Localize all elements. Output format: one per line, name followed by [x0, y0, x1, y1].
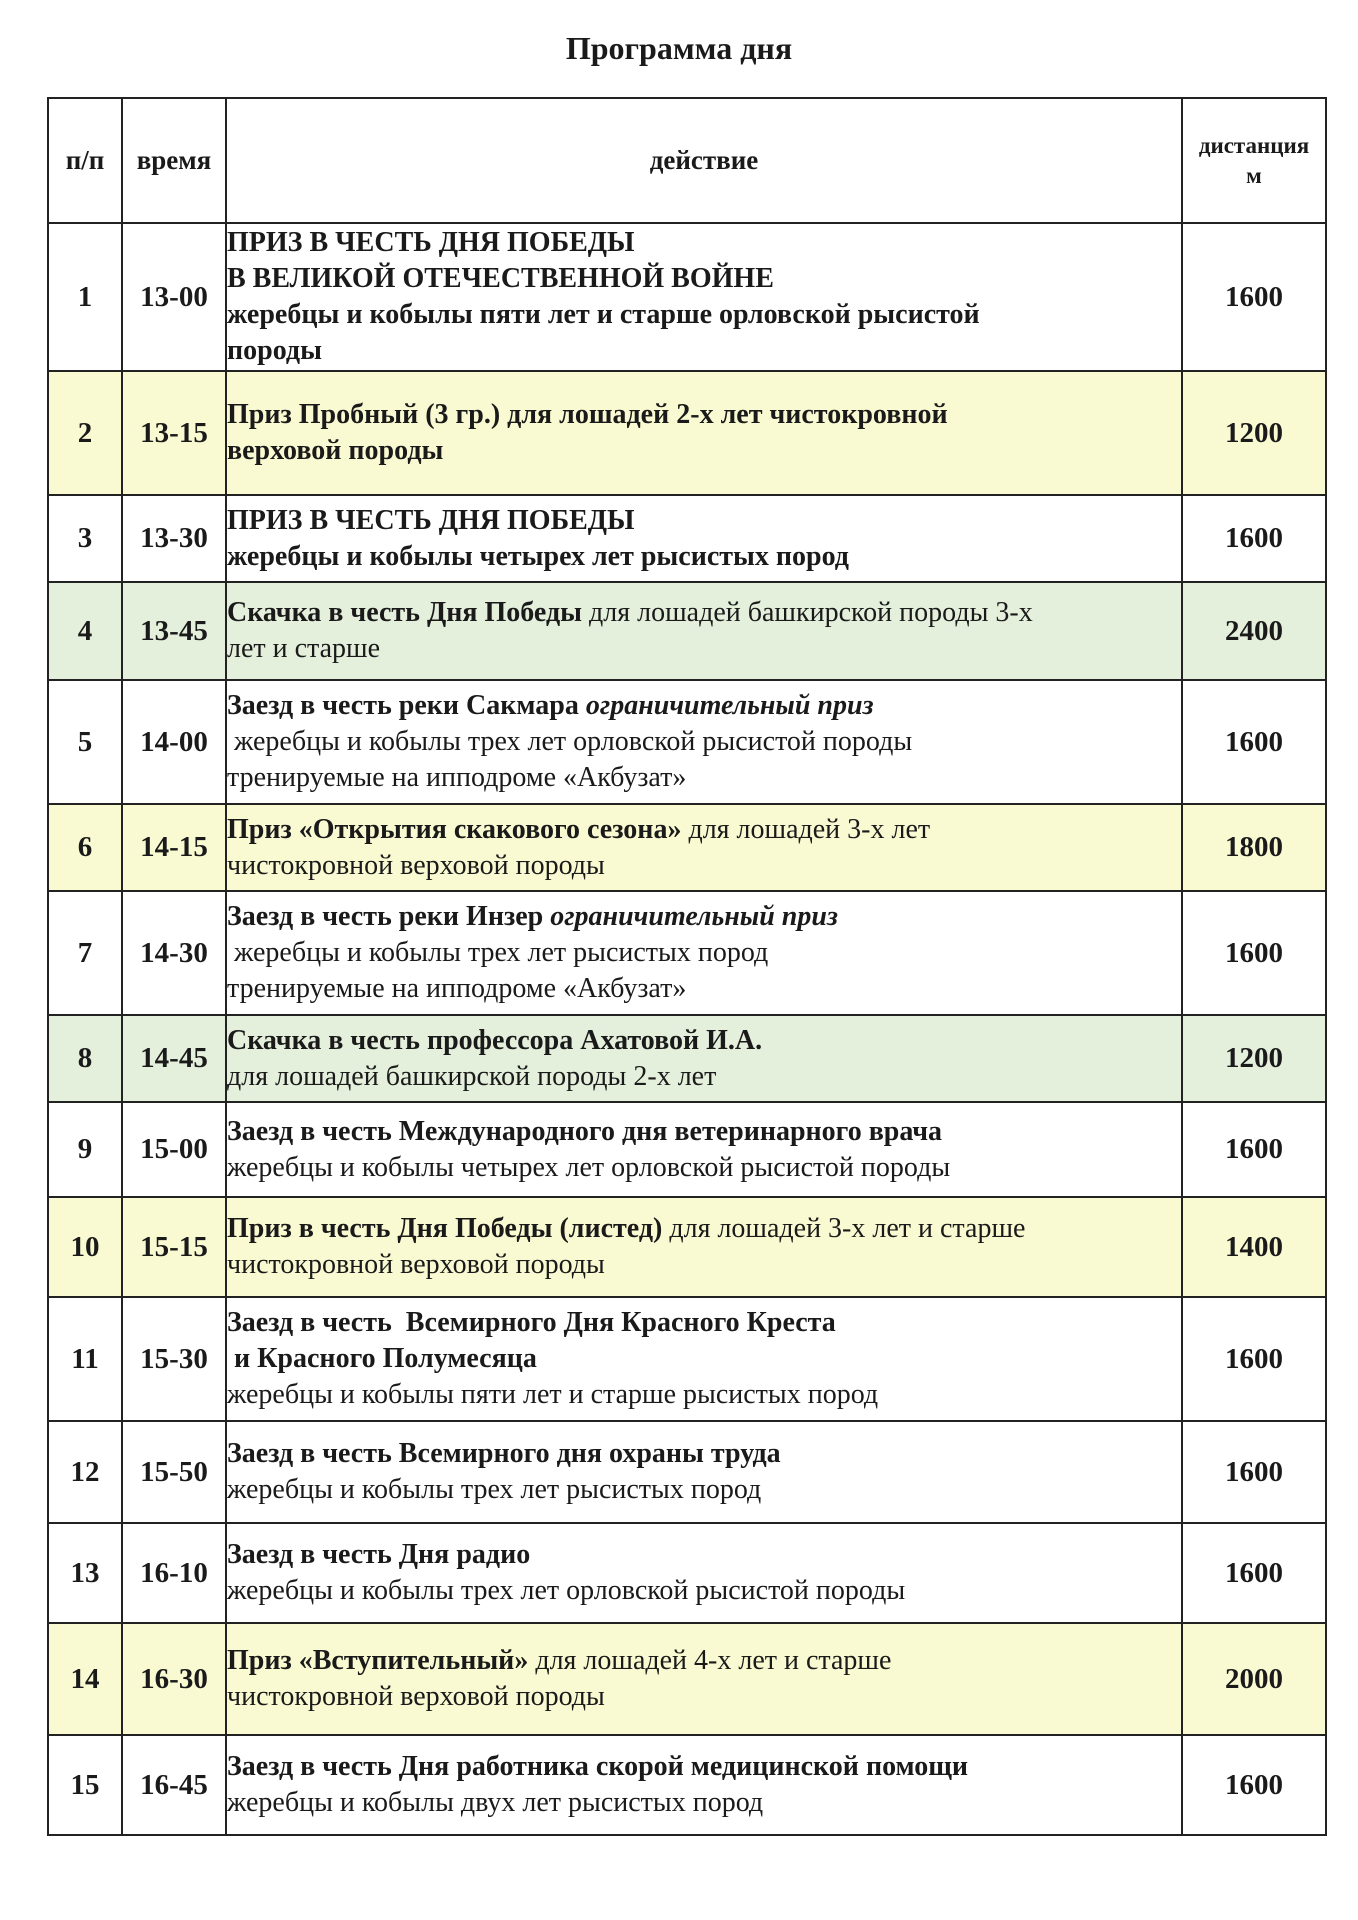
action-text-bold: и Красного Полумесяца: [227, 1343, 537, 1374]
action-text-bold: Заезд в честь реки Сакмара: [227, 690, 586, 721]
action-line: [227, 899, 1181, 935]
action-text-bold: Заезд в честь Дня радио: [227, 1539, 531, 1570]
row-number: 10: [48, 1197, 122, 1297]
action-line: [227, 688, 1181, 724]
row-number: 15: [48, 1735, 122, 1835]
action-line: [227, 397, 1181, 433]
action-text: жеребцы и кобылы трех лет рысистых пород: [227, 1474, 762, 1505]
row-distance: 2000: [1182, 1623, 1326, 1735]
action-line: [227, 1472, 1181, 1508]
row-number: 8: [48, 1015, 122, 1102]
action-line: [227, 433, 1181, 469]
action-text-bold: Приз «Открытия скакового сезона»: [227, 813, 682, 845]
action-text: для лошадей 4-х лет и старше: [528, 1645, 892, 1676]
table-row: [48, 495, 1326, 582]
row-action: [226, 1735, 1182, 1835]
row-time: 16-45: [122, 1735, 226, 1835]
action-text-bold: Заезд в честь Дня работника скорой медицинской помощи: [227, 1751, 969, 1782]
action-text: для лошадей 3-х лет и старше: [662, 1213, 1026, 1244]
table-row: [48, 1421, 1326, 1523]
table-row: [48, 1102, 1326, 1197]
table-row: [48, 1197, 1326, 1297]
table-row: [48, 680, 1326, 804]
action-line: [227, 1573, 1181, 1609]
row-action: [226, 582, 1182, 680]
row-number: 9: [48, 1102, 122, 1197]
action-line: [227, 503, 1181, 539]
row-distance: 2400: [1182, 582, 1326, 680]
action-line: [227, 760, 1181, 796]
action-line: [227, 631, 1181, 667]
action-text: чистокровной верховой породы: [227, 1249, 605, 1280]
row-distance: 1600: [1182, 1735, 1326, 1835]
row-time: 15-50: [122, 1421, 226, 1523]
row-time: 15-00: [122, 1102, 226, 1197]
row-action: [226, 223, 1182, 371]
action-line: [227, 1341, 1181, 1377]
action-text: жеребцы и кобылы двух лет рысистых пород: [227, 1787, 764, 1818]
header-time: время: [122, 98, 226, 223]
action-line: [227, 1679, 1181, 1715]
row-time: 14-30: [122, 891, 226, 1015]
action-text: тренируемые на ипподроме «Акбузат»: [227, 762, 687, 793]
row-action: [226, 1102, 1182, 1197]
header-distance: [1182, 98, 1326, 223]
action-text-bold: жеребцы и кобылы четырех лет рысистых пород: [227, 540, 849, 572]
row-action: [226, 804, 1182, 891]
action-line: [227, 1785, 1181, 1821]
action-text-bold: Приз Пробный (3 гр.) для лошадей 2-х лет чистокровной: [227, 399, 948, 430]
action-text: жеребцы и кобылы трех лет рысистых пород: [227, 937, 769, 968]
row-time: 16-30: [122, 1623, 226, 1735]
action-text-bold: жеребцы и кобылы пяти лет и старше орловской рысистой: [227, 299, 980, 330]
row-number: 1: [48, 223, 122, 371]
action-text: лет и старше: [227, 633, 381, 664]
action-text-italic: ограничительный приз: [550, 901, 838, 932]
row-number: 7: [48, 891, 122, 1015]
action-line: [227, 812, 1181, 848]
action-line: [227, 724, 1181, 760]
row-number: 14: [48, 1623, 122, 1735]
action-line: [227, 1023, 1181, 1059]
row-number: 5: [48, 680, 122, 804]
action-line: [227, 1305, 1181, 1341]
row-distance: 1400: [1182, 1197, 1326, 1297]
action-text-bold: Заезд в честь Всемирного Дня Красного Креста: [227, 1307, 836, 1338]
action-line: [227, 1749, 1181, 1785]
row-number: 12: [48, 1421, 122, 1523]
row-action: [226, 371, 1182, 495]
action-line: [227, 935, 1181, 971]
header-distance-unit: м: [1246, 162, 1262, 188]
row-time: 13-15: [122, 371, 226, 495]
row-action: [226, 1015, 1182, 1102]
row-time: 13-45: [122, 582, 226, 680]
action-text: чистокровной верховой породы: [227, 849, 605, 881]
table-row: [48, 1297, 1326, 1421]
action-line: [227, 297, 1181, 333]
action-line: [227, 1377, 1181, 1413]
action-line: [227, 1247, 1181, 1283]
action-text: жеребцы и кобылы четырех лет орловской рысистой породы: [227, 1151, 951, 1183]
action-text-bold: В ВЕЛИКОЙ ОТЕЧЕСТВЕННОЙ ВОЙНЕ: [227, 263, 774, 294]
row-time: 15-15: [122, 1197, 226, 1297]
row-distance: 1200: [1182, 371, 1326, 495]
action-line: [227, 1436, 1181, 1472]
row-distance: 1800: [1182, 804, 1326, 891]
row-distance: 1600: [1182, 1297, 1326, 1421]
row-distance: 1600: [1182, 1421, 1326, 1523]
action-text: жеребцы и кобылы пяти лет и старше рысистых пород: [227, 1379, 879, 1410]
row-time: 14-15: [122, 804, 226, 891]
action-text-bold: породы: [227, 335, 322, 366]
action-text: чистокровной верховой породы: [227, 1681, 605, 1712]
action-text-bold: ПРИЗ В ЧЕСТЬ ДНЯ ПОБЕДЫ: [227, 504, 635, 536]
action-line: [227, 539, 1181, 575]
table-row: [48, 223, 1326, 371]
table-row: [48, 804, 1326, 891]
action-text-bold: Заезд в честь Международного дня ветеринарного врача: [227, 1115, 943, 1147]
row-time: 14-45: [122, 1015, 226, 1102]
action-text-bold: Скачка в честь профессора Ахатовой И.А.: [227, 1024, 763, 1056]
row-distance: 1600: [1182, 891, 1326, 1015]
action-line: [227, 225, 1181, 261]
action-text: для лошадей башкирской породы 2-х лет: [227, 1060, 717, 1092]
action-line: [227, 1059, 1181, 1095]
row-action: [226, 1197, 1182, 1297]
row-number: 2: [48, 371, 122, 495]
table-row: [48, 582, 1326, 680]
action-line: [227, 1150, 1181, 1186]
row-action: [226, 1523, 1182, 1623]
row-distance: 1200: [1182, 1015, 1326, 1102]
header-distance-label: дистанция: [1198, 132, 1310, 158]
row-distance: 1600: [1182, 1523, 1326, 1623]
action-text: жеребцы и кобылы трех лет орловской рысистой породы: [227, 726, 913, 757]
action-line: [227, 848, 1181, 884]
action-text: для лошадей башкирской породы 3-х: [582, 597, 1033, 628]
action-text-italic: ограничительный приз: [585, 690, 874, 721]
table-row: [48, 1623, 1326, 1735]
page-title: Программа дня: [565, 30, 793, 66]
row-distance: 1600: [1182, 680, 1326, 804]
row-action: [226, 1297, 1182, 1421]
action-text-bold: Заезд в честь реки Инзер: [227, 901, 551, 932]
row-time: 13-30: [122, 495, 226, 582]
action-line: [227, 261, 1181, 297]
table-row: [48, 1735, 1326, 1835]
action-text-bold: Приз в честь Дня Победы (листед): [227, 1213, 663, 1244]
action-text: тренируемые на ипподроме «Акбузат»: [227, 973, 687, 1004]
action-line: [227, 1643, 1181, 1679]
action-text-bold: Скачка в честь Дня Победы: [227, 597, 583, 628]
row-distance: 1600: [1182, 495, 1326, 582]
row-time: 16-10: [122, 1523, 226, 1623]
table-body: [48, 223, 1326, 1835]
row-action: [226, 495, 1182, 582]
row-action: [226, 1623, 1182, 1735]
header-num: п/п: [48, 98, 122, 223]
row-distance: 1600: [1182, 223, 1326, 371]
action-text-bold: Заезд в честь Всемирного дня охраны труда: [227, 1438, 781, 1469]
row-number: 11: [48, 1297, 122, 1421]
action-line: [227, 971, 1181, 1007]
action-text: жеребцы и кобылы трех лет орловской рысистой породы: [227, 1575, 906, 1606]
table-header-row: [48, 98, 1326, 223]
row-time: 15-30: [122, 1297, 226, 1421]
row-action: [226, 1421, 1182, 1523]
row-number: 3: [48, 495, 122, 582]
row-time: 13-00: [122, 223, 226, 371]
table-row: [48, 371, 1326, 495]
action-text-bold: верховой породы: [227, 435, 444, 466]
action-line: [227, 595, 1181, 631]
action-line: [227, 1211, 1181, 1247]
row-number: 4: [48, 582, 122, 680]
table-row: [48, 891, 1326, 1015]
action-line: [227, 1114, 1181, 1150]
row-action: [226, 891, 1182, 1015]
program-table: [47, 97, 1327, 1836]
row-number: 13: [48, 1523, 122, 1623]
row-distance: 1600: [1182, 1102, 1326, 1197]
row-time: 14-00: [122, 680, 226, 804]
action-line: [227, 333, 1181, 369]
header-action: действие: [226, 98, 1182, 223]
row-action: [226, 680, 1182, 804]
row-number: 6: [48, 804, 122, 891]
action-text: для лошадей 3-х лет: [681, 813, 931, 845]
action-text-bold: ПРИЗ В ЧЕСТЬ ДНЯ ПОБЕДЫ: [227, 227, 635, 258]
table-row: [48, 1523, 1326, 1623]
table-row: [48, 1015, 1326, 1102]
action-line: [227, 1537, 1181, 1573]
action-text-bold: Приз «Вступительный»: [227, 1645, 529, 1676]
